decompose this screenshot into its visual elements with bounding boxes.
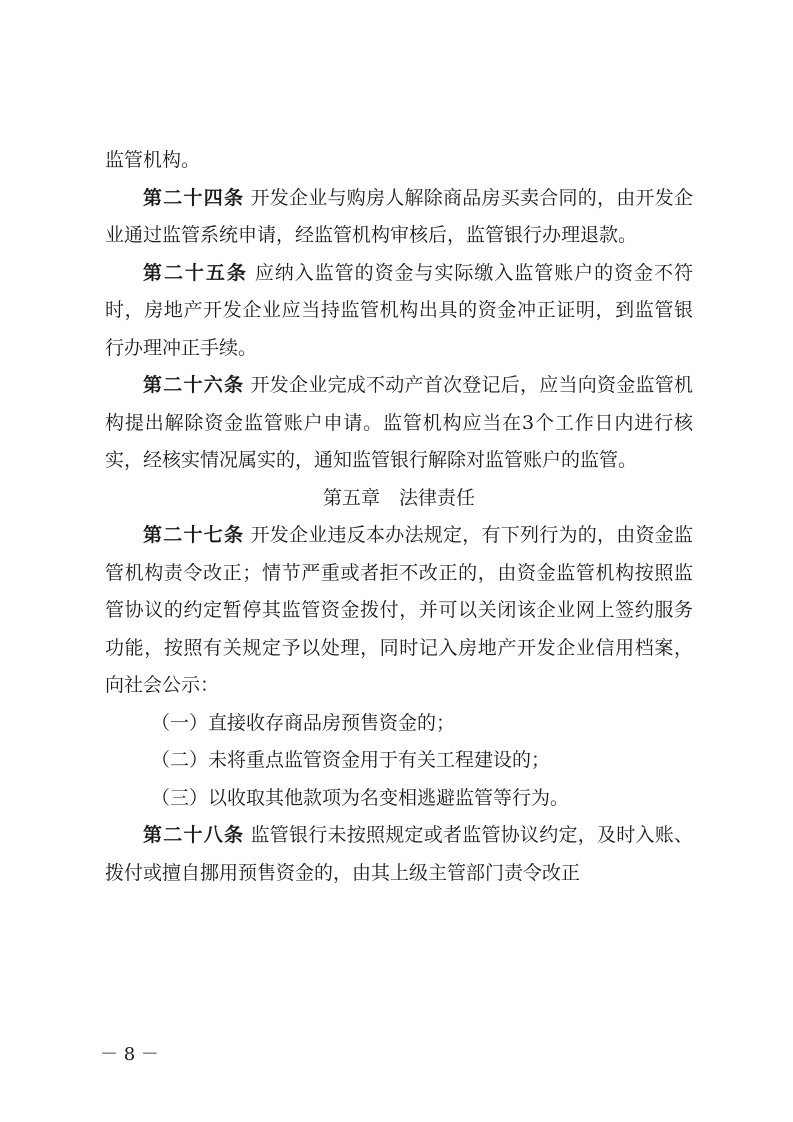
article-number: 第二十四条 [143, 186, 245, 209]
article-number: 第二十六条 [143, 374, 245, 396]
article-number: 第二十七条 [143, 524, 245, 546]
page-number: － 8 － [100, 1044, 159, 1065]
article-text: 开发企业与购房人解除商品房买卖合同的，由开发企业通过监管系统申请，经监管机构审核后，监管银行办理退款。 [105, 186, 693, 246]
article-27 [105, 517, 693, 705]
list-item: （二）未将重点监管资金用于有关工程建设的； [151, 749, 551, 771]
article-text: 应纳入监管的资金与实际缴入监管账户的资金不符时，房地产开发企业应当持监管机构出具的资金冲正证明，到监管银行办理冲正手续。 [105, 261, 693, 359]
article-25 [105, 255, 693, 368]
article-number: 第二十五条 [143, 261, 248, 284]
article-24 [105, 180, 693, 255]
article-number: 第二十八条 [143, 824, 245, 846]
chapter-heading: 第五章 法律责任 [322, 486, 475, 509]
list-item: （一）直接收存商品房预售资金的； [151, 711, 456, 734]
article-text: 监管银行未按照规定或者监管协议约定，及时入账、拨付或擅自挪用预售资金的，由其上级主管部门责令改正 [105, 824, 693, 884]
list-item: （三）以收取其他款项为名变相逃避监管等行为。 [151, 786, 570, 809]
document-body [105, 142, 693, 892]
article-28 [105, 817, 693, 892]
article-26 [105, 367, 693, 480]
paragraph-continuation: 监管机构。 [105, 149, 201, 171]
article-text: 开发企业完成不动产首次登记后，应当向资金监管机构提出解除资金监管账户申请。监管机构应当在3个工作日内进行核实，经核实情况属实的，通知监管银行解除对监管账户的监管。 [105, 374, 693, 471]
article-text: 开发企业违反本办法规定，有下列行为的，由资金监管机构责令改正；情节严重或者拒不改正的，由资金监管机构按照监管协议的约定暂停其监管资金拨付，并可以关闭该企业网上签约服务功能，按照有关规定予以处理，同时记入房地产开发企业信用档案，向社会公示： [105, 524, 693, 696]
